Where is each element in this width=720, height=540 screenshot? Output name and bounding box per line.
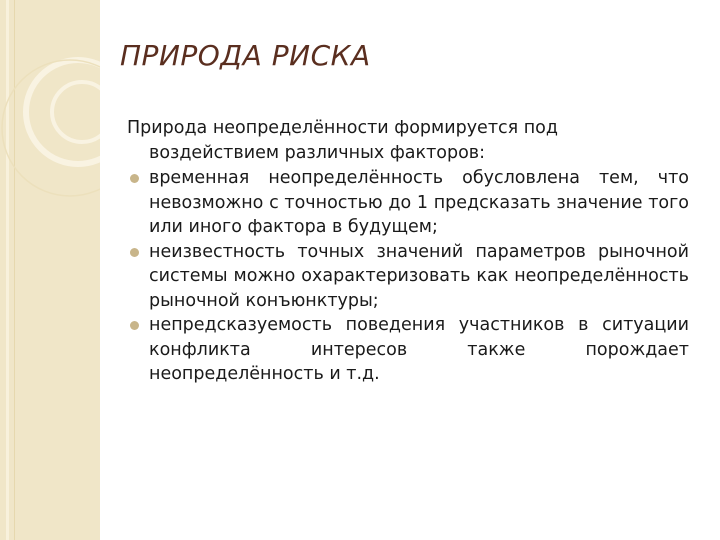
list-item: [127, 166, 689, 240]
list-item-text: временная неопределённость обусловлена тем, что невозможно с точностью до 1 предсказать значение того или иного фактора в будущем;: [149, 168, 689, 237]
bullet-icon: [130, 174, 139, 183]
list-item-text: непредсказуемость поведения участников в ситуации конфликта интересов также порождает неопределённость и т.д.: [149, 315, 689, 384]
bullet-icon: [130, 248, 139, 257]
intro-text: Природа неопределённости формируется под воздействием различных факторов:: [127, 118, 558, 163]
decorative-circles: [0, 0, 100, 540]
list-item: [127, 240, 689, 314]
slide-title: ПРИРОДА РИСКА: [120, 38, 371, 72]
bullet-icon: [130, 321, 139, 330]
list-item-text: неизвестность точных значений параметров рыночной системы можно охарактеризовать как неопределённость рыночной конъюнктуры;: [149, 241, 689, 311]
list-item: [127, 313, 689, 387]
slide-content: [127, 116, 689, 387]
side-decor-panel: [0, 0, 100, 540]
